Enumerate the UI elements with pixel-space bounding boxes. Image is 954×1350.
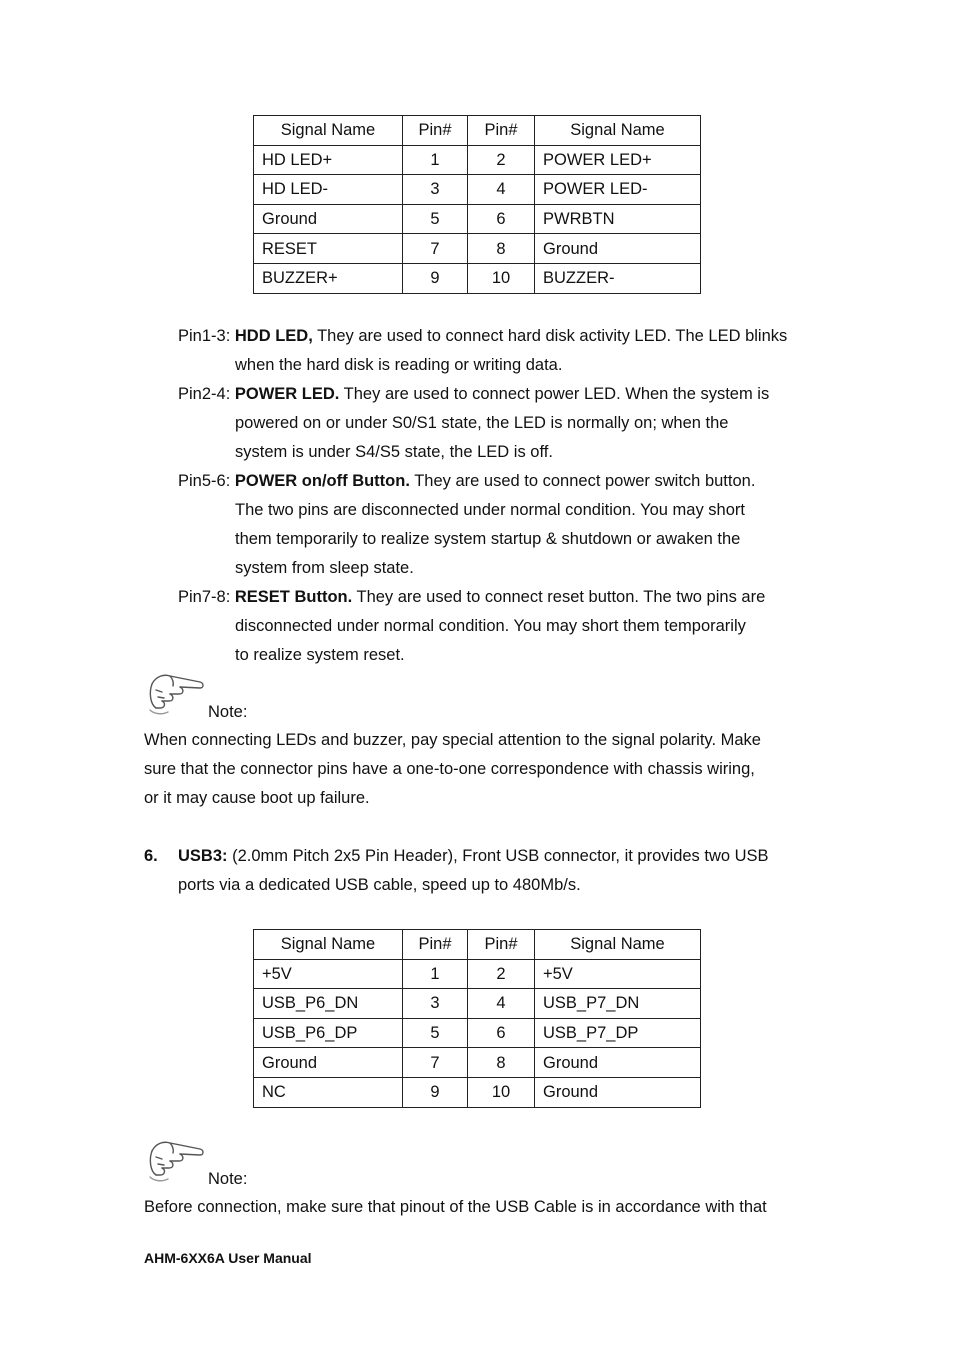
table-cell: 3 xyxy=(403,175,468,205)
header-cell: Pin# xyxy=(403,116,468,146)
table-row xyxy=(254,1077,701,1107)
table-row xyxy=(254,204,701,234)
table-row xyxy=(254,989,701,1019)
table-cell: POWER LED- xyxy=(535,175,701,205)
table-row xyxy=(254,1048,701,1078)
table-cell: RESET xyxy=(254,234,403,264)
note-text: or it may cause boot up failure. xyxy=(144,789,370,807)
usb-pin-table xyxy=(253,929,701,1108)
table-cell: NC xyxy=(254,1077,403,1107)
table-cell: 1 xyxy=(403,959,468,989)
table-cell: 9 xyxy=(403,263,468,293)
table-cell: Ground xyxy=(254,204,403,234)
table-cell: 5 xyxy=(403,204,468,234)
pin-title: POWER on/off Button. xyxy=(234,472,410,490)
section-text: ports via a dedicated USB cable, speed up to 480Mb/s. xyxy=(178,876,581,894)
table-header-row xyxy=(254,930,701,960)
note-text: When connecting LEDs and buzzer, pay special attention to the signal polarity. Make xyxy=(144,731,761,749)
pin-title: POWER LED. xyxy=(234,385,340,403)
pin-text: system from sleep state. xyxy=(235,559,414,577)
table-row xyxy=(254,175,701,205)
table-cell: 7 xyxy=(403,1048,468,1078)
pin-text: They are used to connect power switch button. xyxy=(409,472,756,490)
section-number-text: 6. xyxy=(144,847,158,865)
table-cell: 9 xyxy=(403,1077,468,1107)
header-cell: Pin# xyxy=(468,116,535,146)
pin-description-2-4 xyxy=(178,380,818,467)
table-row xyxy=(254,263,701,293)
front-panel-pin-table xyxy=(253,115,701,294)
table-row xyxy=(254,959,701,989)
pin-text: disconnected under normal condition. You may short them temporarily xyxy=(235,617,746,635)
header-cell: Signal Name xyxy=(535,930,701,960)
pin-description-5-6 xyxy=(178,467,818,583)
pin-text: They are used to connect power LED. When the system is xyxy=(339,385,770,403)
table-cell: Ground xyxy=(535,1048,701,1078)
table-header-row xyxy=(254,116,701,146)
pin-prefix: Pin2-4: xyxy=(178,385,235,403)
table-cell: BUZZER- xyxy=(535,263,701,293)
section-text: (2.0mm Pitch 2x5 Pin Header), Front USB connector, it provides two USB xyxy=(227,847,769,865)
table-cell: 1 xyxy=(403,145,468,175)
table-cell: 8 xyxy=(468,1048,535,1078)
table-cell: 5 xyxy=(403,1018,468,1048)
table-cell: HD LED- xyxy=(254,175,403,205)
table-cell: 2 xyxy=(468,959,535,989)
table-row xyxy=(254,234,701,264)
note-label: Note: xyxy=(208,1170,248,1188)
pin-prefix: Pin5-6: xyxy=(178,472,235,490)
table-cell: 8 xyxy=(468,234,535,264)
table-cell: USB_P6_DN xyxy=(254,989,403,1019)
pin-prefix: Pin1-3: xyxy=(178,327,235,345)
table-cell: HD LED+ xyxy=(254,145,403,175)
table-row xyxy=(254,1018,701,1048)
note-text: sure that the connector pins have a one-to-one correspondence with chassis wiring, xyxy=(144,760,755,778)
table-cell: USB_P7_DN xyxy=(535,989,701,1019)
table-cell: BUZZER+ xyxy=(254,263,403,293)
table-cell: 10 xyxy=(468,1077,535,1107)
pin-text: them temporarily to realize system startup & shutdown or awaken the xyxy=(235,530,741,548)
note-text: Before connection, make sure that pinout of the USB Cable is in accordance with that xyxy=(144,1198,767,1216)
header-cell: Signal Name xyxy=(254,116,403,146)
table-cell: 3 xyxy=(403,989,468,1019)
table-cell: 4 xyxy=(468,989,535,1019)
table-cell: PWRBTN xyxy=(535,204,701,234)
pin-text: system is under S4/S5 state, the LED is off. xyxy=(235,443,553,461)
pin-title: RESET Button. xyxy=(234,588,353,606)
table-cell: Ground xyxy=(254,1048,403,1078)
pin-text: powered on or under S0/S1 state, the LED is normally on; when the xyxy=(235,414,729,432)
note-label: Note: xyxy=(208,703,248,721)
header-cell: Pin# xyxy=(403,930,468,960)
section-title: USB3: xyxy=(178,847,228,865)
pin-title: HDD LED, xyxy=(234,327,313,345)
table-cell: 4 xyxy=(468,175,535,205)
header-cell: Signal Name xyxy=(254,930,403,960)
table-cell: 6 xyxy=(468,204,535,234)
section-number xyxy=(144,842,158,871)
table-cell: Ground xyxy=(535,234,701,264)
table-cell: Ground xyxy=(535,1077,701,1107)
table-row xyxy=(254,145,701,175)
table-cell: 2 xyxy=(468,145,535,175)
table-cell: USB_P6_DP xyxy=(254,1018,403,1048)
table-cell: 6 xyxy=(468,1018,535,1048)
pin-description-1-3 xyxy=(178,322,818,380)
pin-text: They are used to connect reset button. The two pins are xyxy=(352,588,766,606)
pin-text: to realize system reset. xyxy=(235,646,405,664)
table-cell: 10 xyxy=(468,263,535,293)
table-cell: POWER LED+ xyxy=(535,145,701,175)
section-heading xyxy=(178,842,769,871)
table-cell: 7 xyxy=(403,234,468,264)
header-cell: Signal Name xyxy=(535,116,701,146)
pointing-hand-icon xyxy=(146,1137,206,1185)
page-footer: AHM-6XX6A User Manual xyxy=(144,1250,312,1266)
table-cell: +5V xyxy=(254,959,403,989)
pin-text: when the hard disk is reading or writing data. xyxy=(235,356,563,374)
table-cell: USB_P7_DP xyxy=(535,1018,701,1048)
pointing-hand-icon xyxy=(146,670,206,718)
table-cell: +5V xyxy=(535,959,701,989)
pin-text: The two pins are disconnected under normal condition. You may short xyxy=(235,501,745,519)
header-cell: Pin# xyxy=(468,930,535,960)
pin-text: They are used to connect hard disk activity LED. The LED blinks xyxy=(312,327,788,345)
pin-prefix: Pin7-8: xyxy=(178,588,235,606)
pin-description-7-8 xyxy=(178,583,818,670)
pin-descriptions xyxy=(178,322,818,670)
